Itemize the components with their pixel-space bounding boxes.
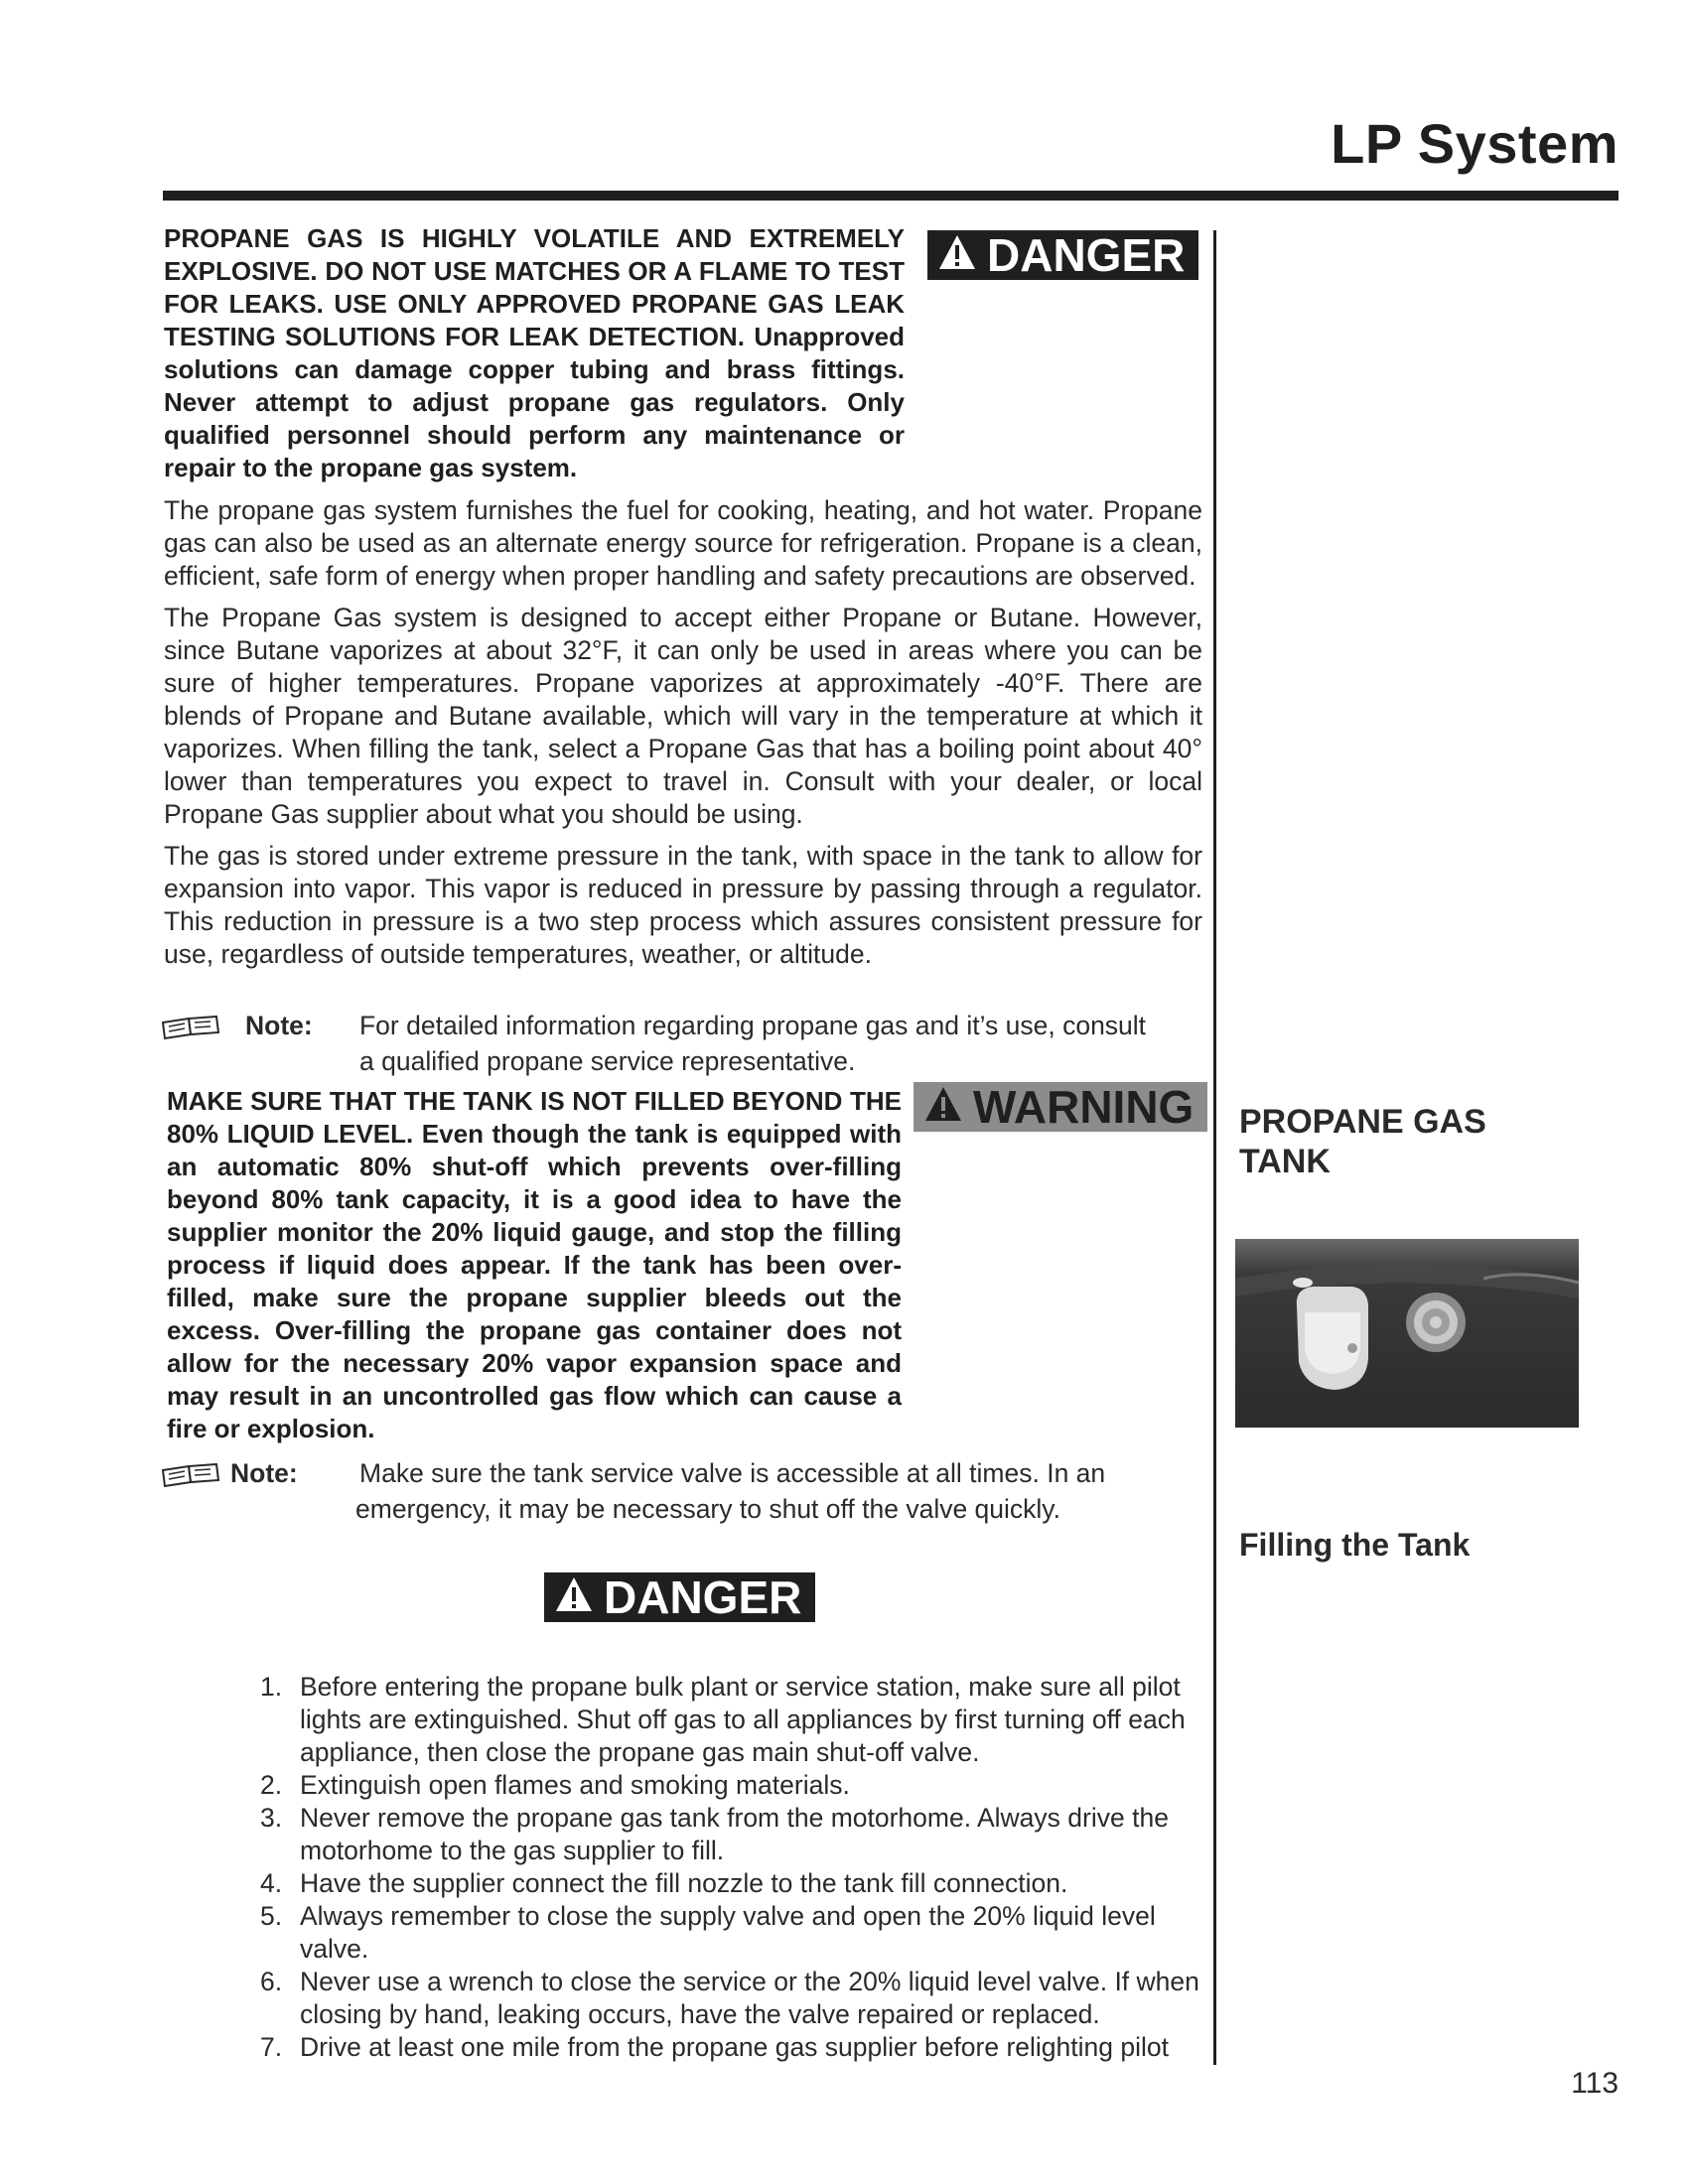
step-number: 3.: [260, 1803, 283, 1833]
step-text: Extinguish open flames and smoking materials.: [300, 1770, 850, 1800]
steps-list: [260, 1671, 1213, 2064]
open-book-icon: [161, 1014, 220, 1049]
warning-triangle-icon: [923, 1082, 963, 1132]
sidebar-heading-line: PROPANE GAS: [1239, 1103, 1486, 1141]
step-text: Never remove the propane gas tank from the motorhome. Always drive the motorhome to the gas supplier to fill.: [300, 1803, 1169, 1865]
step-text: Always remember to close the supply valve and open the 20% liquid level valve.: [300, 1901, 1156, 1964]
column-divider: [1213, 230, 1216, 2065]
step-number: 6.: [260, 1967, 283, 1996]
note-label: Note:: [230, 1458, 298, 1488]
open-book-icon: [161, 1461, 220, 1497]
note-text: a qualified propane service representative.: [359, 1046, 856, 1076]
warning-text-block: [167, 1085, 902, 1445]
danger-text-caps: PROPANE GAS IS HIGHLY VOLATILE AND EXTREMELY EXPLOSIVE. DO NOT USE MATCHES OR A FLAME TO TEST FOR LEAKS. USE ONLY APPROVED PROPANE GAS LEAK TESTING SOLUTIONS FOR LEAK DETECTION.: [164, 223, 905, 351]
step-text: Before entering the propane bulk plant or service station, make sure all pilot lights are extinguished. Shut off gas to all appliances by first turning off each appliance, then close the propane gas main shut-off valve.: [300, 1672, 1186, 1767]
danger-badge: [927, 230, 1198, 280]
danger-text-block: [164, 222, 905, 484]
danger-badge-label: DANGER: [987, 229, 1186, 281]
warning-text: MAKE SURE THAT THE TANK IS NOT FILLED BEYOND THE 80% LIQUID LEVEL. Even though the tank is equipped with an automatic 80% shut-off which prevents over-filling beyond 80% tank capacity, it is a good idea to have the supplier monitor the 20% liquid gauge, and stop the filling process if liquid does appear. If the tank has been over-filled, make sure the propane supplier bleeds out the excess. Over-filling the propane gas container does not allow for the necessary 20% vapor expansion space and may result in an uncontrolled gas flow which can cause a fire or explosion.: [167, 1086, 902, 1443]
note-text: emergency, it may be necessary to shut off the valve quickly.: [355, 1494, 1060, 1524]
step-number: 7.: [260, 2032, 283, 2062]
paragraph: The gas is stored under extreme pressure in the tank, with space in the tank to allow for expansion into vapor. This vapor is reduced in pressure by passing through a regulator. This reduction in pressure is a two step process which assures consistent pressure for use, regardless of outside temperatures, weather, or altitude.: [164, 841, 1202, 969]
step-number: 5.: [260, 1901, 283, 1931]
step-number: 4.: [260, 1868, 283, 1898]
paragraph: The propane gas system furnishes the fuel for cooking, heating, and hot water. Propane gas can also be used as an alternate energy source for refrigeration. Propane is a clean, efficient, safe form of energy when proper handling and safety precautions are observed.: [164, 495, 1202, 591]
step-number: 1.: [260, 1672, 283, 1702]
note-label: Note:: [245, 1011, 313, 1040]
note-text: For detailed information regarding propane gas and it’s use, consult: [359, 1011, 1147, 1040]
sidebar-heading-filling-the-tank: Filling the Tank: [1239, 1527, 1471, 1563]
step-text: Drive at least one mile from the propane gas supplier before relighting pilot: [300, 2032, 1169, 2062]
warning-triangle-icon: [554, 1572, 594, 1622]
note-2: [161, 1455, 1213, 1535]
propane-tank-photo: [1235, 1239, 1579, 1428]
list-item: [260, 2031, 1213, 2064]
body-paragraphs: [164, 494, 1202, 971]
danger-badge-label: DANGER: [604, 1571, 802, 1623]
step-text: Never use a wrench to close the service or the 20% liquid level valve. If when closing by hand, leaking occurs, have the valve repaired or replaced.: [300, 1967, 1199, 2029]
step-text: Have the supplier connect the fill nozzle to the tank fill connection.: [300, 1868, 1068, 1898]
note-1: [161, 1008, 1213, 1087]
paragraph: The Propane Gas system is designed to accept either Propane or Butane. However, since Butane vaporizes at about 32°F, it can only be used in areas where you can be sure of higher temperatures. Propane vaporizes at approximately -40°F. There are blends of Propane and Butane available, which will vary in the temperature at which it vaporizes. When filling the tank, select a Propane Gas that has a boiling point about 40° lower than temperatures you expect to travel in. Consult with your dealer, or local Propane Gas supplier about what you should be using.: [164, 603, 1202, 829]
sidebar-heading-propane-gas-tank: [1239, 1102, 1486, 1181]
sidebar-heading-line: TANK: [1239, 1143, 1331, 1180]
danger-badge: [544, 1572, 815, 1622]
page-title: LP System: [1331, 112, 1618, 175]
list-item: [260, 1900, 1213, 1966]
danger-text-rest: Unapproved solutions can damage copper tubing and brass fittings. Never attempt to adjust propane gas regulators. Only qualified personnel should perform any maintenance or repair to the propane gas system.: [164, 322, 905, 482]
list-item: [260, 1802, 1213, 1867]
list-item: [260, 1867, 1213, 1900]
note-text: Make sure the tank service valve is accessible at all times. In an: [359, 1458, 1106, 1488]
list-item: [260, 1671, 1213, 1769]
warning-triangle-icon: [937, 230, 977, 280]
page-number: 113: [1571, 2067, 1618, 2100]
title-rule: [163, 191, 1618, 201]
list-item: [260, 1966, 1213, 2031]
list-item: [260, 1769, 1213, 1802]
warning-badge-label: WARNING: [973, 1081, 1195, 1133]
warning-badge: [914, 1082, 1207, 1132]
step-number: 2.: [260, 1770, 283, 1800]
